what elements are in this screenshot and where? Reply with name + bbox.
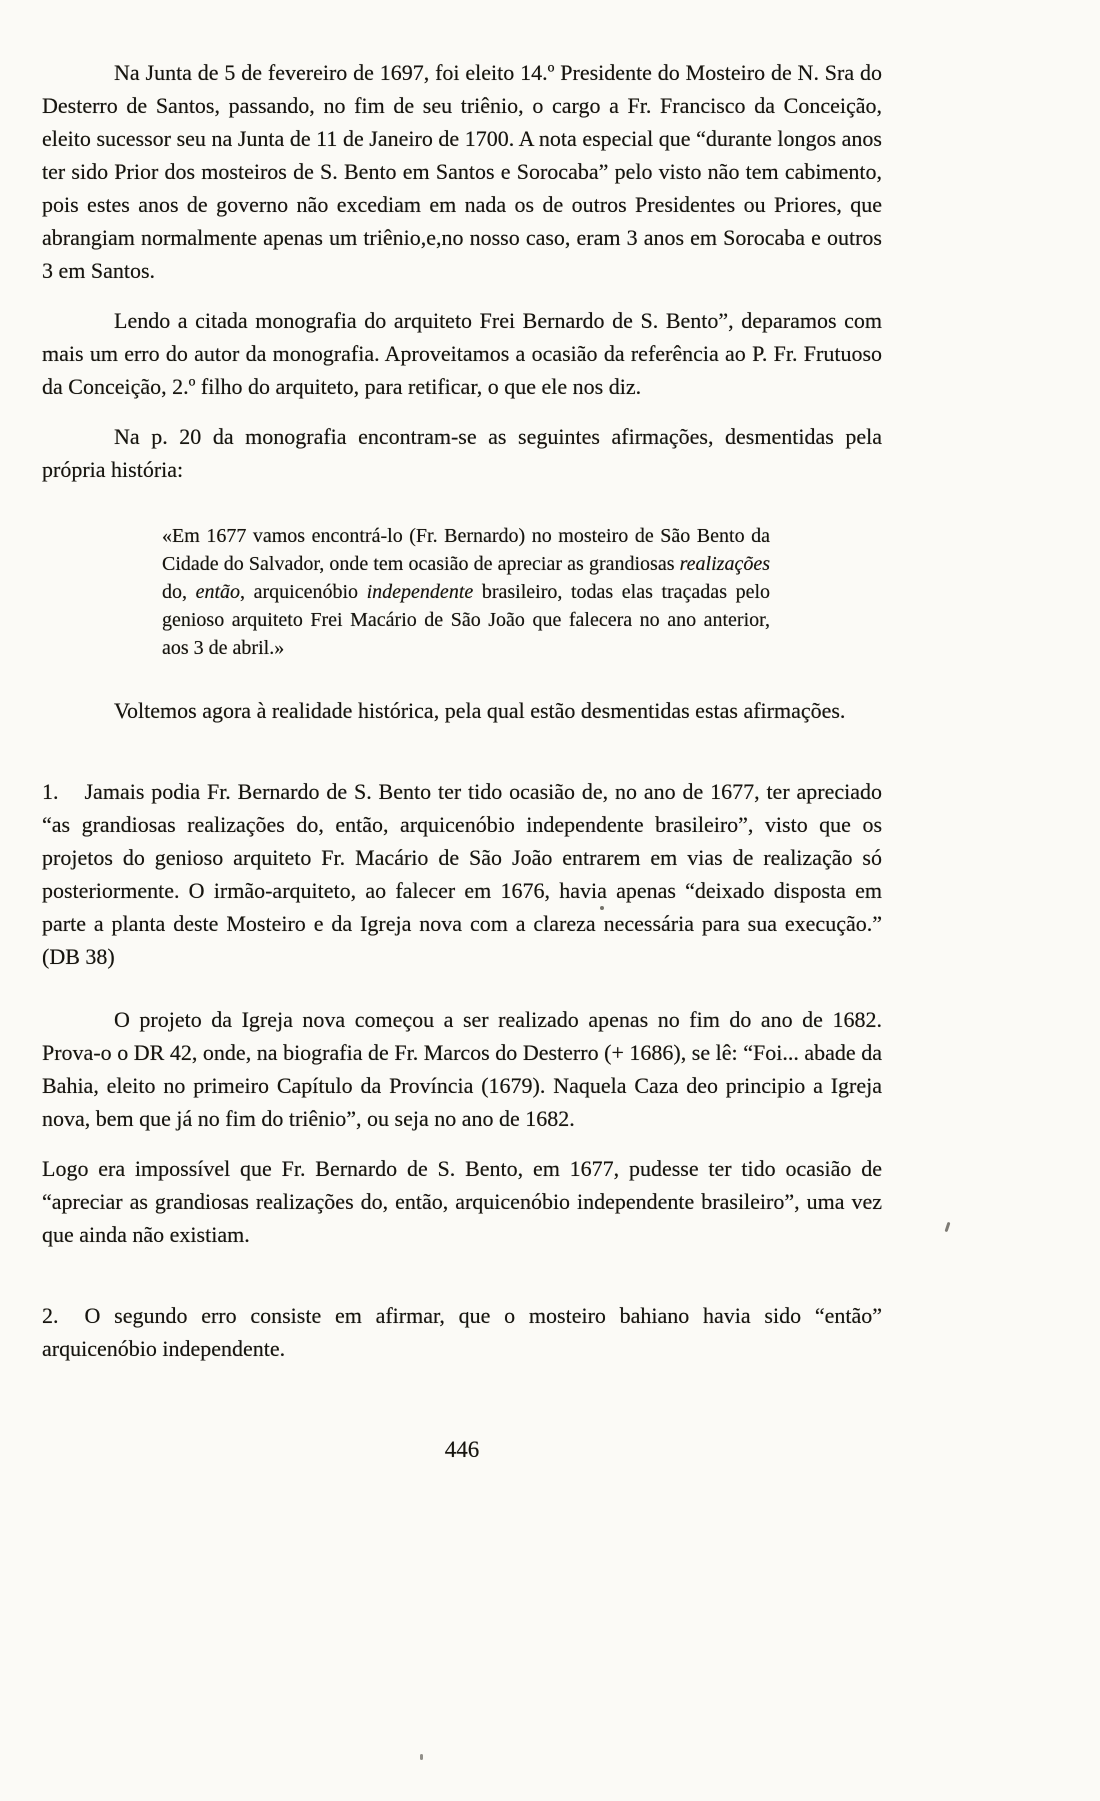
- quote-text: «Em 1677 vamos encontrá-lo (Fr. Bernardo) no mosteiro de São Bento da Cidade do Salvador, onde tem ocasião de apreciar as grandiosas: [162, 525, 770, 575]
- page-number: 446: [444, 1437, 480, 1462]
- item-text-2: O segundo erro consiste em afirmar, que o mosteiro bahiano havia sido “então” arquicenóbio independente.: [42, 1303, 882, 1361]
- paragraph-na-p20: Na p. 20 da monografia encontram-se as seguintes afirmações, desmentidas pela própria história:: [42, 424, 882, 482]
- quote-text: brasileiro, todas elas traçadas pelo genioso arquiteto Frei Macário de São João que falecera no ano anterior, aos 3 de abril.»: [162, 581, 770, 659]
- paragraph-projeto-igreja: O projeto da Igreja nova começou a ser realizado apenas no fim do ano de 1682. Prova-o o DR 42, onde, na biografia de Fr. Marcos do Desterro (+ 1686), se lê: “Foi... abade da Bahia, eleito no primeiro Capítulo da Província (1679). Naquela Caza deo principio a Igreja nova, bem que já no fim do triênio”, ou seja no ano de 1682.: [42, 1007, 882, 1131]
- paragraph-voltemos: Voltemos agora à realidade histórica, pela qual estão desmentidas estas afirmações.: [114, 698, 846, 723]
- blockquote-citacao-monografia: [162, 522, 770, 662]
- quote-italic: independente: [366, 581, 474, 603]
- quote-text: do,: [162, 581, 196, 603]
- paragraph-lendo-monografia: Lendo a citada monografia do arquiteto Frei Bernardo de S. Bento”, deparamos com mais um erro do autor da monografia. Aproveitamos a ocasião da referência ao P. Fr. Frutuoso da Conceição, 2.º filho do arquiteto, para retificar, o que ele nos diz.: [42, 308, 882, 399]
- scan-artifact: [420, 1754, 423, 1760]
- scan-artifact: [600, 906, 604, 910]
- numbered-item-1: [42, 775, 882, 973]
- item-number-2: 2.: [42, 1303, 59, 1328]
- quote-italic: realizações: [679, 553, 770, 575]
- scan-artifact: [945, 1222, 951, 1232]
- item-number-1: 1.: [42, 779, 59, 804]
- quote-italic: então: [195, 581, 241, 603]
- numbered-item-2: [42, 1299, 882, 1365]
- paragraph-logo-impossivel: Logo era impossível que Fr. Bernardo de S. Bento, em 1677, pudesse ter tido ocasião de “apreciar as grandiosas realizações do, então, arquicenóbio independente brasileiro”, uma vez que ainda não existiam.: [42, 1156, 882, 1247]
- paragraph-junta-1697: Na Junta de 5 de fevereiro de 1697, foi eleito 14.º Presidente do Mosteiro de N. Sra do Desterro de Santos, passando, no fim de seu triênio, o cargo a Fr. Francisco da Conceição, eleito sucessor seu na Junta de 11 de Janeiro de 1700. A nota especial que “durante longos anos ter sido Prior dos mosteiros de S. Bento em Santos e Sorocaba” pelo visto não tem cabimento, pois estes anos de governo não excediam em nada os de outros Presidentes ou Priores, que abrangiam normalmente apenas um triênio,e,no nosso caso, eram 3 anos em Sorocaba e outros 3 em Santos.: [42, 60, 882, 283]
- item-text-1: Jamais podia Fr. Bernardo de S. Bento ter tido ocasião de, no ano de 1677, ter apreciado “as grandiosas realizações do, então, arquicenóbio independente brasileiro”, visto que os projetos do genioso arquiteto Fr. Macário de São João entrarem em vias de realização só posteriormente. O irmão-arquiteto, ao falecer em 1676, havia apenas “deixado disposta em parte a planta deste Mosteiro e da Igreja nova com a clareza necessária para sua execução.” (DB 38): [42, 779, 882, 969]
- quote-text: , arquicenóbio: [240, 581, 367, 603]
